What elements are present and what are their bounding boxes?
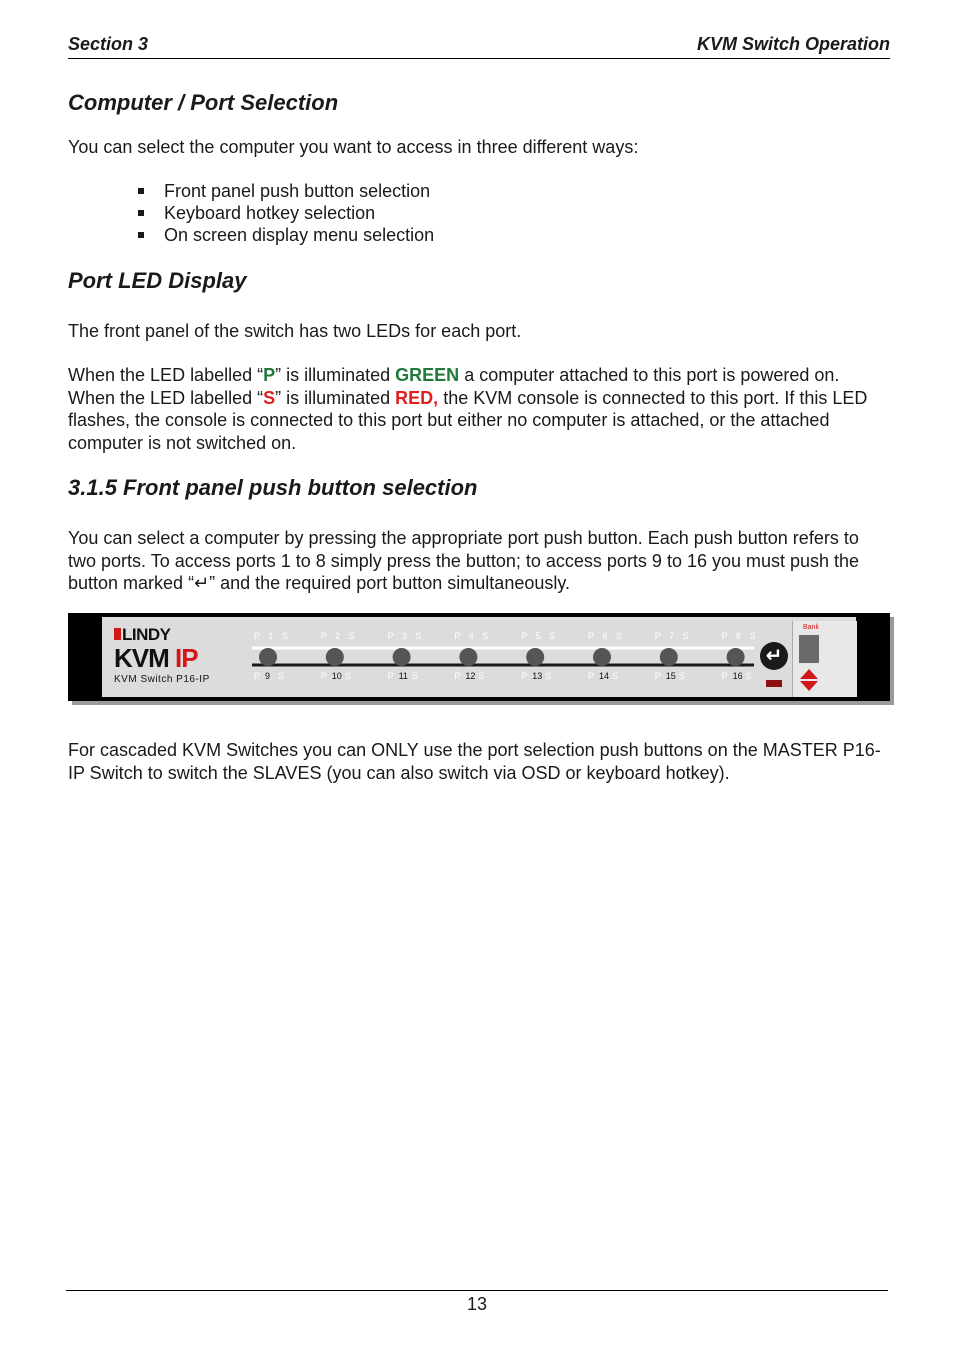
cascade-text: For cascaded KVM Switches you can ONLY use the port selection push buttons on the MASTER P16-IP Switch to switch the SLAVES (you can also switch via OSD or keyboard hotkey).	[68, 740, 881, 783]
push-button-text: You can select a computer by pressing the appropriate port push button. Each push button refers to two ports. To access ports 1 to 8 simply press the button; to access ports 9 to 16 you must push the button marked “↵” and the required port button simultaneously.	[68, 528, 860, 593]
led-label-bottom-p: P	[521, 671, 528, 681]
port-buttons	[102, 617, 792, 697]
port-button[interactable]	[593, 648, 611, 666]
led-description	[68, 364, 890, 454]
led-label-top: P 4 S	[454, 631, 492, 641]
list-item: Front panel push button selection	[136, 180, 434, 202]
heading-led-display: Port LED Display	[68, 268, 247, 293]
led-label-top: P 1 S	[254, 631, 291, 641]
led-label-bottom-p: P	[721, 671, 728, 681]
port-button[interactable]	[459, 648, 477, 666]
led-label-top: P 5 S	[521, 631, 559, 641]
led-label-bottom-p: P	[254, 671, 261, 681]
port-button[interactable]	[259, 648, 277, 666]
led-label-bottom-p: P	[588, 671, 595, 681]
led-intro-text: The front panel of the switch has two LEDs for each port.	[68, 321, 522, 341]
text-run: the KVM console is connected to this port. If this LED flashes, the console is connected to this port but either no computer is attached, or the attached computer is not switched on.	[68, 387, 868, 453]
led-label-bottom-s: S	[278, 671, 285, 681]
led-label-bottom-s: S	[678, 671, 685, 681]
intro-text: You can select the computer you want to access in three different ways:	[68, 137, 639, 157]
model-name: KVM Switch P16-IP	[114, 674, 210, 685]
green-word: GREEN	[395, 365, 460, 385]
led-label-bottom-p: P	[320, 671, 327, 681]
led-label-top: P 2 S	[320, 631, 358, 641]
front-panel-illustration	[68, 613, 890, 701]
led-label-bottom-s: S	[612, 671, 619, 681]
port-button[interactable]	[326, 648, 344, 666]
port-button[interactable]	[526, 648, 544, 666]
led-label-top: P 7 S	[654, 631, 692, 641]
led-p-label: P	[263, 365, 276, 385]
led-label-bottom-p: P	[654, 671, 661, 681]
led-label-bottom-s: S	[745, 671, 752, 681]
red-word: RED,	[395, 387, 439, 408]
text-run: When the LED labelled “	[68, 365, 264, 385]
text-run: a computer attached to this port is powered on. When the LED labelled “	[68, 365, 840, 408]
port-number-bottom: 16	[732, 671, 743, 681]
list-item: On screen display menu selection	[136, 224, 434, 246]
port-number-bottom: 9	[265, 671, 271, 681]
bank-up-icon[interactable]	[800, 669, 818, 679]
led-label-bottom-s: S	[545, 671, 552, 681]
selection-methods-list	[136, 180, 434, 246]
page-number: 13	[466, 1294, 488, 1314]
bank-label: Bank	[803, 624, 819, 631]
led-label-top: P 8 S	[721, 631, 759, 641]
panel-face	[102, 617, 856, 697]
led-label-bottom-s: S	[478, 671, 485, 681]
bank-down-icon[interactable]	[800, 681, 818, 691]
led-label-top: P 6 S	[588, 631, 625, 641]
port-button[interactable]	[660, 648, 678, 666]
port-button[interactable]	[727, 648, 745, 666]
led-label-bottom-p: P	[387, 671, 394, 681]
bank-selector	[792, 621, 857, 697]
port-number-bottom: 15	[665, 671, 676, 681]
footer-rule	[66, 1290, 888, 1291]
led-label-bottom-s: S	[344, 671, 351, 681]
text-run: ” is illuminated	[275, 365, 396, 385]
header-chapter: KVM Switch Operation	[696, 34, 890, 54]
enter-label-plate	[766, 680, 782, 687]
heading-push-button: 3.1.5 Front panel push button selection	[68, 475, 478, 500]
brand-text: LINDY	[122, 625, 171, 644]
led-label-bottom-s: S	[411, 671, 418, 681]
port-number-bottom: 12	[465, 671, 476, 681]
port-number-bottom: 14	[599, 671, 610, 681]
list-item: Keyboard hotkey selection	[136, 202, 434, 224]
product-kvm: KVM	[114, 643, 169, 673]
product-ip: IP	[175, 643, 198, 673]
led-s-label: S	[263, 387, 276, 408]
led-label-top: P 3 S	[387, 631, 425, 641]
led-label-bottom-p: P	[454, 671, 461, 681]
port-number-bottom: 10	[331, 671, 342, 681]
header-section: Section 3	[68, 34, 149, 54]
page-header	[68, 34, 890, 59]
text-run: ” is illuminated	[275, 387, 396, 408]
bank-display	[799, 635, 819, 663]
port-button[interactable]	[393, 648, 411, 666]
port-number-bottom: 11	[398, 671, 408, 681]
enter-button[interactable]: ↵	[760, 642, 788, 670]
heading-port-selection: Computer / Port Selection	[68, 90, 339, 115]
port-number-bottom: 13	[532, 671, 543, 681]
